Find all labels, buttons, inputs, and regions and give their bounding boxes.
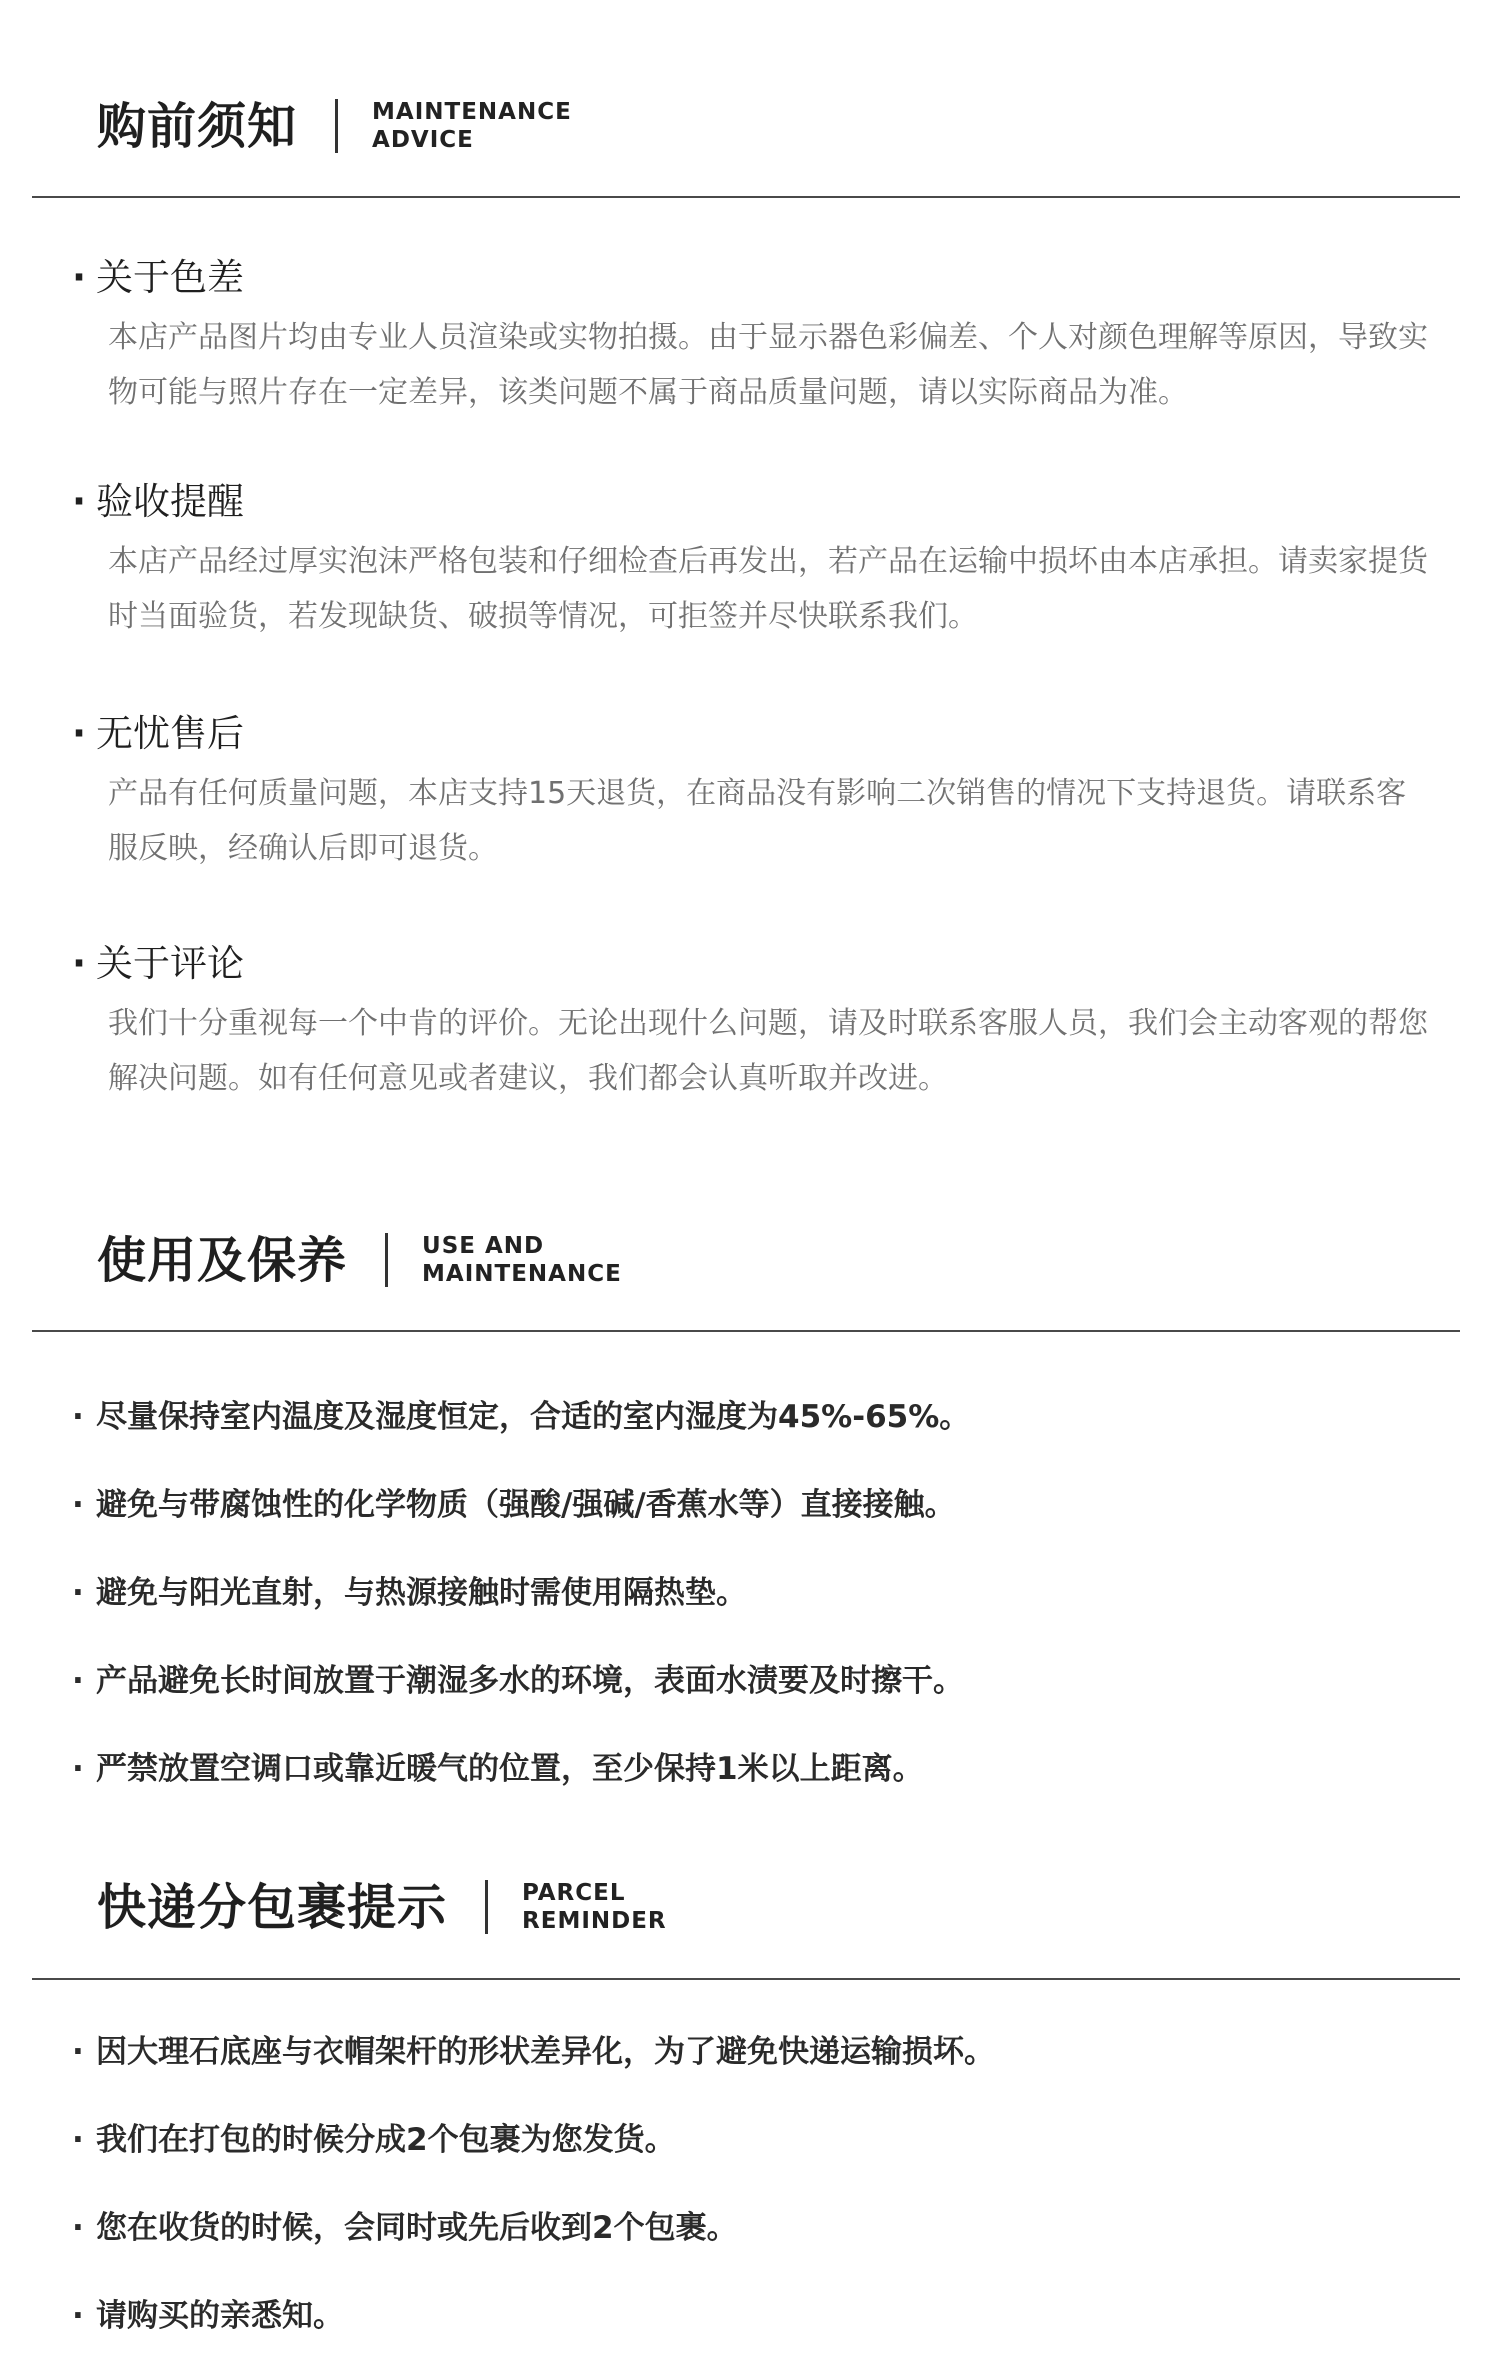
section-title: 购前须知 [97, 97, 298, 155]
notice-body: 本店产品图片均由专业人员渲染或实物拍摄。由于显示器色彩偏差、个人对颜色理解等原因，导致实物可能与照片存在一定差异，该类问题不属于商品质量问题，请以实际商品为准。 [108, 320, 1428, 410]
section-title: 使用及保养 [97, 1231, 348, 1289]
subtitle-line-2: REMINDER [522, 1908, 667, 1934]
list-item-text: 因大理石底座与衣帽架杆的形状差异化，为了避免快递运输损坏。 [96, 2034, 995, 2070]
list-item-text: 尽量保持室内温度及湿度恒定，合适的室内湿度为45%-65%。 [96, 1399, 971, 1435]
notice-title [72, 480, 1412, 524]
notice-body: 产品有任何质量问题，本店支持15天退货，在商品没有影响二次销售的情况下支持退货。请联系客服反映，经确认后即可退货。 [108, 776, 1407, 866]
section-header-purchase-notice [97, 76, 572, 176]
bullet-dot: · [72, 712, 87, 755]
notice-title [72, 256, 1412, 300]
list-item [72, 2198, 995, 2286]
notice-item-reviews [72, 942, 1428, 1106]
bullet-dot: · [72, 2298, 84, 2334]
bullet-dot: · [72, 2034, 84, 2070]
notice-body: 我们十分重视每一个中肯的评价。无论出现什么问题，请及时联系客服人员，我们会主动客观的帮您解决问题。如有任何意见或者建议，我们都会认真听取并改进。 [108, 1006, 1428, 1096]
list-item-text: 避免与阳光直射，与热源接触时需使用隔热垫。 [96, 1575, 747, 1611]
list-item [72, 1387, 970, 1475]
parcel-list [72, 2022, 995, 2374]
bullet-dot: · [72, 942, 87, 985]
list-item-text: 请购买的亲悉知。 [96, 2298, 344, 2334]
subtitle-line-1: USE AND [422, 1233, 545, 1259]
section-rule [32, 1330, 1460, 1332]
notice-item-color-difference [72, 256, 1428, 420]
section-header-use-and-maintenance [97, 1210, 622, 1310]
bullet-dot: · [72, 2210, 84, 2246]
maintenance-list [72, 1387, 970, 1827]
section-title: 快递分包裹提示 [97, 1878, 448, 1936]
section-rule [32, 1978, 1460, 1980]
header-divider [385, 1233, 388, 1287]
section-subtitle-en [522, 1879, 667, 1935]
header-divider [335, 99, 338, 153]
notice-title [72, 942, 1412, 986]
list-item [72, 2110, 995, 2198]
bullet-dot: · [72, 1399, 84, 1435]
notice-body: 本店产品经过厚实泡沫严格包装和仔细检查后再发出，若产品在运输中损坏由本店承担。请卖家提货时当面验货，若发现缺货、破损等情况，可拒签并尽快联系我们。 [108, 544, 1428, 634]
bullet-dot: · [72, 1575, 84, 1611]
bullet-dot: · [72, 1487, 84, 1523]
subtitle-line-1: MAINTENANCE [372, 99, 572, 125]
bullet-dot: · [72, 2122, 84, 2158]
list-item [72, 2022, 995, 2110]
bullet-dot: · [72, 256, 87, 299]
list-item [72, 1739, 970, 1827]
notice-title-text: 验收提醒 [96, 480, 244, 523]
notice-title-text: 关于评论 [96, 942, 244, 985]
list-item [72, 1475, 970, 1563]
subtitle-line-2: MAINTENANCE [422, 1261, 622, 1287]
section-rule [32, 196, 1460, 198]
notice-title [72, 712, 1412, 756]
list-item [72, 1563, 970, 1651]
subtitle-line-1: PARCEL [522, 1880, 626, 1906]
section-subtitle-en [422, 1232, 622, 1288]
bullet-dot: · [72, 480, 87, 523]
list-item-text: 避免与带腐蚀性的化学物质（强酸/强碱/香蕉水等）直接接触。 [96, 1487, 956, 1523]
list-item [72, 1651, 970, 1739]
list-item-text: 我们在打包的时候分成2个包裹为您发货。 [96, 2122, 676, 2158]
subtitle-line-2: ADVICE [372, 127, 474, 153]
header-divider [485, 1880, 488, 1934]
notice-title-text: 无忧售后 [96, 712, 244, 755]
section-subtitle-en [372, 98, 572, 154]
bullet-dot: · [72, 1751, 84, 1787]
section-header-parcel-reminder [97, 1857, 667, 1957]
notice-item-inspection-reminder [72, 480, 1428, 644]
notice-item-after-sales [72, 712, 1412, 876]
list-item-text: 您在收货的时候，会同时或先后收到2个包裹。 [96, 2210, 738, 2246]
list-item-text: 严禁放置空调口或靠近暖气的位置，至少保持1米以上距离。 [96, 1751, 924, 1787]
bullet-dot: · [72, 1663, 84, 1699]
notice-title-text: 关于色差 [96, 256, 244, 299]
list-item-text: 产品避免长时间放置于潮湿多水的环境，表面水渍要及时擦干。 [96, 1663, 964, 1699]
list-item [72, 2286, 995, 2374]
